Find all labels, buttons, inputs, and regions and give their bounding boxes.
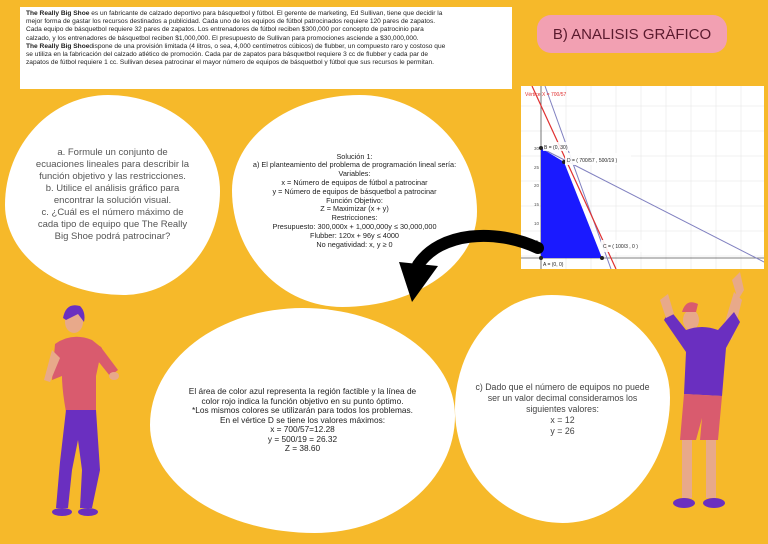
solution-blob <box>232 95 477 307</box>
vertex-c-label: C = ( 100/3 , 0 ) <box>603 244 638 250</box>
y-tick-20: 20 <box>534 183 540 188</box>
section-title <box>537 15 727 53</box>
problem-brand-2: The Really Big Shoe <box>26 42 90 50</box>
question-a: a. Formule un conjunto de ecuaciones lineales para describir la función objetivo y las restricciones. <box>35 147 190 182</box>
solution-line-6: Función Objetivo: <box>326 195 383 205</box>
analysis-line-3: *Los mismos colores se utilizarán para todos los problemas. <box>192 405 413 416</box>
y-tick-25: 25 <box>534 165 540 170</box>
vertex-b-point <box>539 146 543 150</box>
problem-statement <box>20 7 512 89</box>
graph-top-label: Vértice X = 700/57 <box>525 92 567 98</box>
problem-line-7: zapatos de fútbol requiere 1 cc. Sullivan desea patrocinar el mayor número de equipos de básquetbol y fútbol que sus recursos le permitan. <box>26 59 434 67</box>
person-left-illustration <box>44 305 119 516</box>
person-right-illustration <box>660 272 744 508</box>
conclusion-line-3: y = 26 <box>550 425 575 436</box>
problem-line-1: es un fabricante de calzado deportivo para básquetbol y fútbol. El gerente de marketing, Ed Sullivan, tiene que decidir la <box>89 10 443 17</box>
analysis-line-7: Z = 38.60 <box>284 443 321 454</box>
solution-line-3: Variables: <box>338 169 371 179</box>
questions-blob <box>5 95 220 295</box>
vertex-d-label: D = ( 700/57 , 500/19 ) <box>567 158 618 164</box>
conclusion-line-1: c) Dado que el número de equipos no puede ser un valor decimal consideramos los siguientes valores: <box>475 381 650 414</box>
question-c: c. ¿Cuál es el número máximo de cada tipo de equipo que The Really Big Shoe podrá patrocinar? <box>37 207 188 242</box>
vertex-a-label: A = (0, 0) <box>543 262 564 268</box>
y-tick-5: 5 <box>536 239 539 244</box>
analysis-line-6: y = 500/19 = 26.32 <box>267 433 338 444</box>
solution-line-9: Presupuesto: 300,000x + 1,000,000y ≤ 30,000,000 <box>272 221 437 231</box>
solution-line-8: Restricciones: <box>331 213 378 223</box>
section-title-text: B) ANALISIS GRÀFICO <box>552 25 712 43</box>
solution-line-5: y = Número de equipos de básquetbol a patrocinar <box>272 186 437 196</box>
problem-line-5: dispone de una provisión limitada (4 litros, o sea, 4,000 centímetros cúbicos) de flubber, un compuesto raro y costoso que <box>89 42 446 50</box>
solution-line-11: No negatividad: x, y ≥ 0 <box>316 239 393 249</box>
solution-line-7: Z = Maximizar (x + y) <box>320 204 389 214</box>
analysis-line-4: En el vértice D se tiene los valores máximos: <box>219 414 386 425</box>
analysis-line-2: color rojo indica la función objetivo en su punto óptimo. <box>201 395 404 406</box>
conclusion-blob <box>455 295 670 523</box>
question-b: b. Utilice el análisis gráfico para encontrar la solución visual. <box>45 183 180 206</box>
problem-line-2: mejor forma de gastar los recursos destinados a publicidad. Cada uno de los equipos de fútbol patrocinados requiere 120 pares de zapatos. <box>26 18 436 26</box>
solution-line-1: Solución 1: <box>336 151 373 161</box>
y-tick-10: 10 <box>534 221 540 226</box>
problem-line-6: se utiliza en la fabricación del calzado atlético de promoción. Cada par de zapatos para básquetbol requiere 3 cc de flubber y cada par de <box>26 51 429 59</box>
graph-svg <box>521 86 764 269</box>
y-tick-30: 30 <box>534 146 540 151</box>
problem-line-3: Cada equipo de básquetbol requiere 32 pares de zapatos. Los entrenadores de fútbol reciben $300,000 por concepto de patrocinio para <box>26 26 424 34</box>
analysis-line-1: El área de color azul representa la región factible y la línea de <box>188 385 417 396</box>
y-tick-15: 15 <box>534 202 540 207</box>
solution-line-4: x = Número de equipos de fútbol a patrocinar <box>281 178 428 187</box>
feasible-region-graph <box>521 86 764 269</box>
solution-line-10: Flubber: 120x + 96y ≤ 4000 <box>310 230 399 240</box>
vertex-b-label: B = (0, 30) <box>544 145 568 151</box>
conclusion-line-2: x = 12 <box>550 414 575 425</box>
analysis-blob <box>150 308 455 533</box>
vertex-a-point <box>539 256 543 260</box>
analysis-line-5: x = 700/57=12.28 <box>270 424 335 435</box>
problem-line-4: calzado, y los entrenadores de básquetbol reciben $1,000,000. El presupuesto de Sullivan para promociones asciende a $30,000,000. <box>26 34 419 42</box>
solution-line-2: a) El planteamiento del problema de programación lineal sería: <box>252 160 457 170</box>
vertex-c-point <box>600 256 604 260</box>
problem-brand: The Really Big Shoe <box>26 10 90 17</box>
